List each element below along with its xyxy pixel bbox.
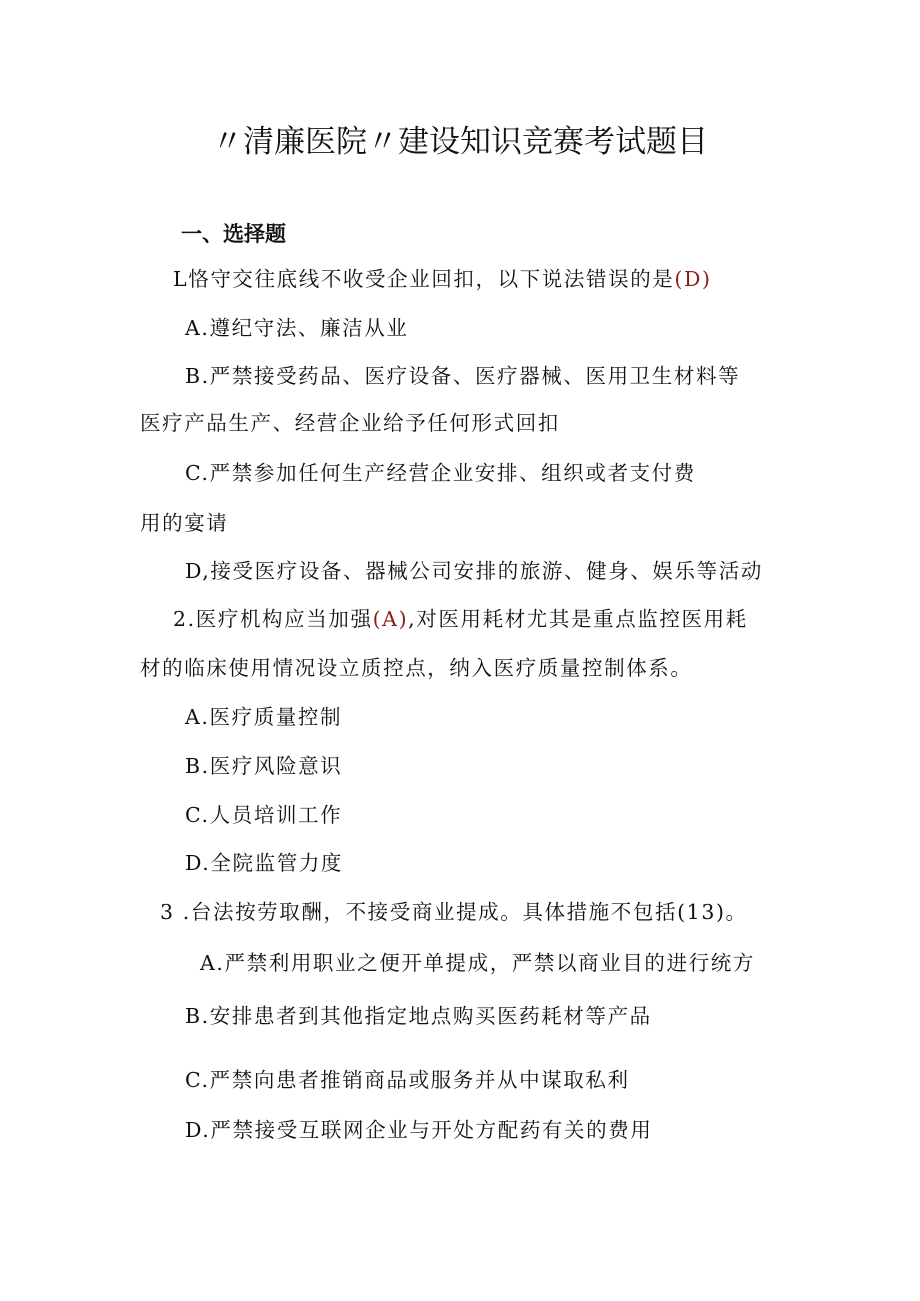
question-1-answer: (D) (674, 267, 712, 291)
question-1-stem-text: L恪守交往底线不收受企业回扣，以下说法错误的是 (173, 267, 675, 291)
question-2-option-a: A.医疗质量控制 (185, 705, 343, 729)
question-1-option-c-line-1: C.严禁参加任何生产经营企业安排、组织或者支付费 (185, 461, 696, 485)
question-3-option-d: D.严禁接受互联网企业与开处方配药有关的费用 (185, 1118, 653, 1142)
section-heading: 一、选择题 (181, 222, 286, 246)
question-2-option-b: B.医疗风险意识 (185, 754, 343, 778)
question-3-option-a: A.严禁利用职业之便开单提成，严禁以商业目的进行统方 (200, 951, 755, 975)
question-2-option-d: D.全院监管力度 (185, 851, 344, 875)
question-2-stem-line-2: 材的临床使用情况设立质控点，纳入医疗质量控制体系。 (140, 656, 693, 680)
question-1-option-c-line-2: 用的宴请 (140, 511, 229, 535)
question-1-option-d: D,接受医疗设备、器械公司安排的旅游、健身、娱乐等活动 (185, 559, 763, 583)
question-1-option-a: A.遵纪守法、廉洁从业 (185, 316, 409, 340)
question-3-stem: 3 .台法按劳取酬，不接受商业提成。具体措施不包括(13)。 (160, 900, 748, 924)
question-2-option-c: C.人员培训工作 (185, 803, 343, 827)
question-1-option-b-line-1: B.严禁接受药品、医疗设备、医疗器械、医用卫生材料等 (185, 364, 741, 388)
question-1-option-b-line-2: 医疗产品生产、经营企业给予任何形式回扣 (140, 411, 560, 435)
question-2-stem-prefix: 2.医疗机构应当加强 (173, 607, 373, 631)
document-title: 〃清廉医院〃建设知识竞赛考试题目 (212, 124, 708, 160)
question-2-answer: (A) (372, 607, 409, 631)
question-1-stem (173, 267, 712, 292)
question-2-stem-line-1 (173, 607, 748, 632)
question-3-option-b: B.安排患者到其他指定地点购买医药耗材等产品 (185, 1004, 652, 1028)
question-3-option-c: C.严禁向患者推销商品或服务并从中谋取私利 (185, 1068, 630, 1092)
question-2-stem-suffix: ,对医用耗材尤其是重点监控医用耗 (408, 607, 748, 631)
